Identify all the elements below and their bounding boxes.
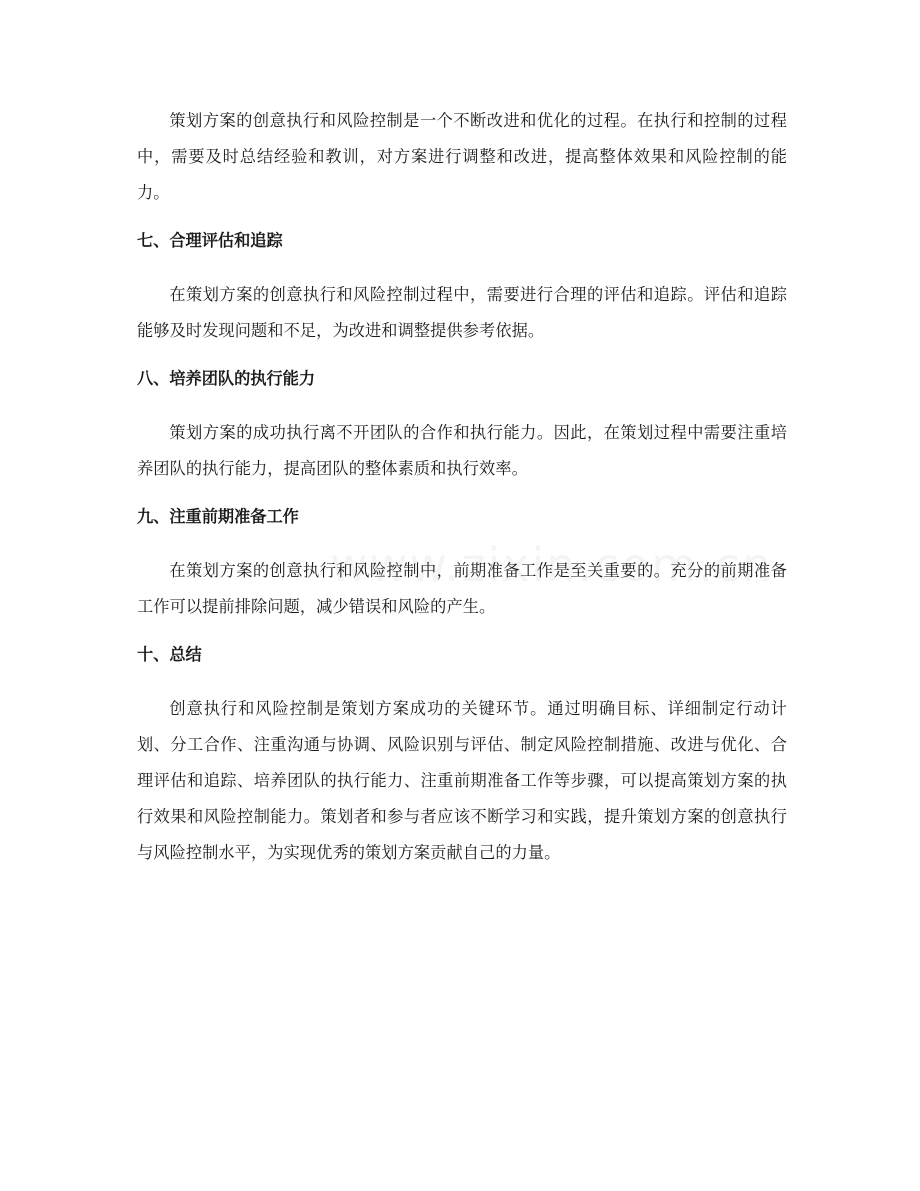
section-heading-7: 七、合理评估和追踪: [137, 231, 283, 250]
section-body-9: 在策划方案的创意执行和风险控制中，前期准备工作是至关重要的。充分的前期准备工作可以提前排除问题，减少错误和风险的产生。: [137, 561, 787, 616]
document-page: [137, 103, 787, 871]
section-body-7: 在策划方案的创意执行和风险控制过程中，需要进行合理的评估和追踪。评估和追踪能够及时发现问题和不足，为改进和调整提供参考依据。: [137, 285, 787, 340]
section-body-8: 策划方案的成功执行离不开团队的合作和执行能力。因此，在策划过程中需要注重培养团队的执行能力，提高团队的整体素质和执行效率。: [137, 423, 787, 478]
section-body-10: 创意执行和风险控制是策划方案成功的关键环节。通过明确目标、详细制定行动计划、分工合作、注重沟通与协调、风险识别与评估、制定风险控制措施、改进与优化、合理评估和追踪、培养团队的执行能力、注重前期准备工作等步骤，可以提高策划方案的执行效果和风险控制能力。策划者和参与者应该不断学习和实践，提升策划方案的创意执行与风险控制水平，为实现优秀的策划方案贡献自己的力量。: [137, 699, 787, 862]
section-heading-9: 九、注重前期准备工作: [137, 507, 299, 526]
section-heading-10: 十、总结: [137, 645, 202, 664]
intro-paragraph: 策划方案的创意执行和风险控制是一个不断改进和优化的过程。在执行和控制的过程中，需要及时总结经验和教训，对方案进行调整和改进，提高整体效果和风险控制的能力。: [137, 111, 787, 202]
section-heading-8: 八、培养团队的执行能力: [137, 369, 316, 388]
